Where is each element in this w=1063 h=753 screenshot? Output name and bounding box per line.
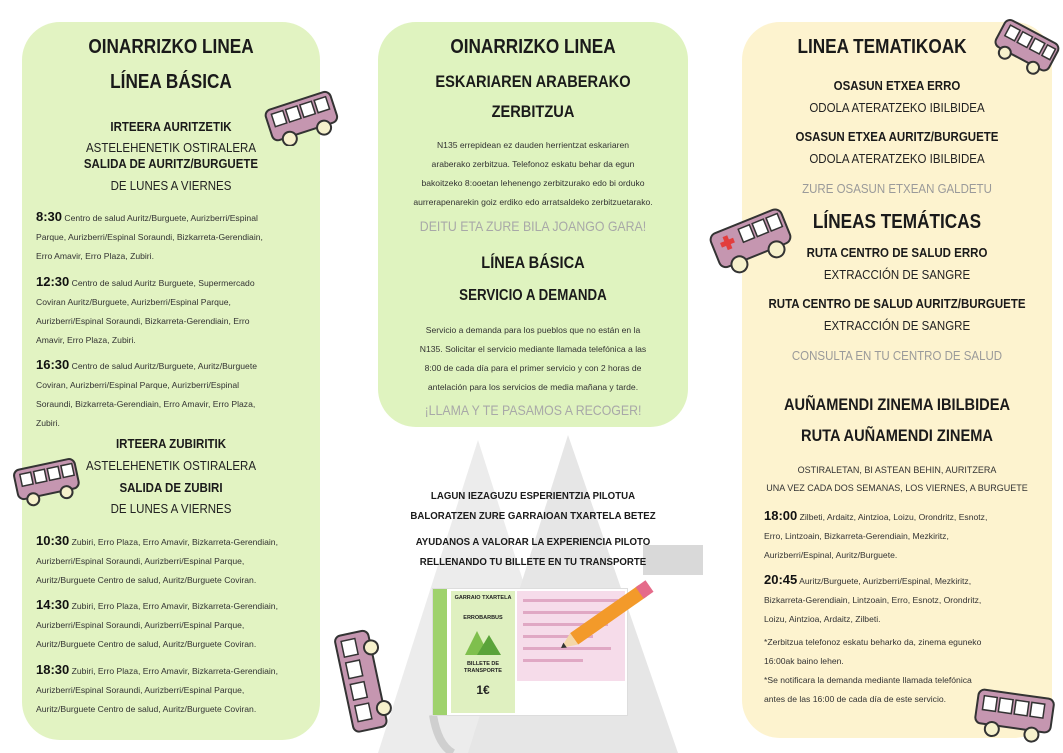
- left-title-basque: OINARRIZKO LINEA: [88, 36, 254, 58]
- departure-time: 14:30: [36, 597, 70, 612]
- bus-icon: [972, 684, 1056, 746]
- survey-line: LAGUN IEZAGUZU ESPERIENTZIA PILOTUA: [430, 490, 636, 502]
- schedule-entry-1430: [36, 595, 321, 654]
- ambulance-bus-icon: [708, 204, 796, 280]
- cinema-entry-1800: [764, 506, 1049, 565]
- stops-line: Aurizberri/Espinal Soraundi, Aurizberri/Espinal Parque,: [36, 620, 245, 630]
- stops-line: Auritz/Burguete Centro de salud, Auritz/Burguete Coviran.: [36, 639, 257, 649]
- pencil-icon: [556, 568, 666, 658]
- stops-line: Zubiri, Erro Plaza, Erro Amavir, Bizkarreta-Gerendiain,: [71, 537, 278, 547]
- schedule-entry-0830: [36, 207, 321, 266]
- schedule-entry-1030: [36, 531, 321, 590]
- left-title-spanish: LÍNEA BÁSICA: [110, 71, 232, 93]
- text-line: N135 errepidean ez dauden herrientzat eskariaren: [436, 140, 630, 150]
- ticket-mountain-icon: [463, 627, 503, 657]
- stops-line: Parque, Aurizberri/Espinal Soraundi, Bizkarreta-Gerendiain,: [36, 232, 263, 242]
- on-demand-spanish-text: [390, 321, 676, 397]
- route-salud-auritz-heading: RUTA CENTRO DE SALUD AURITZ/BURGUETE: [768, 297, 1026, 311]
- text-line: Servicio a demanda para los pueblos que no están en la: [425, 325, 641, 335]
- route-auritz-heading: OSASUN ETXEA AURITZ/BURGUETE: [795, 130, 999, 144]
- departure-time: 18:30: [36, 662, 70, 677]
- middle-title-1: OINARRIZKO LINEA: [450, 36, 616, 58]
- cinema-title-spanish: RUTA AUÑAMENDI ZINEMA: [801, 426, 993, 445]
- call-us-basque: DEITU ETA ZURE BILA JOANGO GARA!: [419, 218, 647, 234]
- text-line: 8:00 de cada día para el primer servicio y con 2 horas de: [424, 363, 642, 373]
- text-line: N135. Solicitar el servicio mediante llamada telefónica a las: [419, 344, 647, 354]
- weekdays-spanish-1: DE LUNES A VIERNES: [110, 179, 232, 193]
- stops-line: Erro Amavir, Erro Plaza, Zubiri.: [36, 251, 154, 261]
- right-title-spanish: LÍNEAS TEMÁTICAS: [812, 211, 982, 233]
- route-auritz-sub: ODOLA ATERATZEKO IBILBIDEA: [809, 152, 985, 166]
- ask-health-center-spanish: CONSULTA EN TU CENTRO DE SALUD: [791, 349, 1003, 363]
- stops-line: Zilbeti, Ardaitz, Aintzioa, Loizu, Orondritz, Esnotz,: [799, 512, 988, 522]
- weekdays-spanish-2: DE LUNES A VIERNES: [110, 502, 232, 516]
- ask-health-center-basque: ZURE OSASUN ETXEAN GALDETU: [802, 182, 992, 196]
- departure-auritz-heading: IRTEERA AURITZETIK: [110, 120, 232, 134]
- departure-zubiri-spanish: SALIDA DE ZUBIRI: [119, 481, 223, 495]
- right-title-basque: LINEA TEMATIKOAK: [797, 36, 967, 58]
- cinema-entry-2045: [764, 570, 1049, 629]
- middle-title-5: SERVICIO A DEMANDA: [459, 287, 607, 304]
- bus-icon: [262, 90, 342, 146]
- stops-line: Aurizberri/Espinal Soraundi, Aurizberri/Espinal Parque,: [36, 556, 245, 566]
- on-demand-basque-text: [390, 136, 676, 212]
- text-line: aurrerapenarekin goiz erdiko edo arratsaldeko zerbitzuetarako.: [413, 197, 653, 207]
- stops-line: Amavir, Erro Plaza, Zubiri.: [36, 335, 136, 345]
- route-salud-auritz-sub: EXTRACCIÓN DE SANGRE: [823, 319, 971, 333]
- ticket-price: 1€: [476, 683, 490, 697]
- stops-line: Coviran Auritz/Burguete, Aurizberri/Espinal Parque,: [36, 297, 231, 307]
- stops-line: Loizu, Aintzioa, Ardaitz, Zilbeti.: [764, 614, 881, 624]
- schedule-entry-1630: [36, 355, 321, 433]
- bus-icon: [330, 626, 394, 738]
- bus-icon: [12, 456, 82, 508]
- text-line: antelación para los servicios de media mañana y tarde.: [427, 382, 639, 392]
- middle-title-3: ZERBITZUA: [491, 102, 575, 121]
- stops-line: Auritz/Burguete, Aurizberri/Espinal, Mezkiritz,: [799, 576, 972, 586]
- note-line: *Zerbitzua telefonoz eskatu beharko da, zinema eguneko: [764, 637, 982, 647]
- survey-line: RELLENANDO TU BILLETE EN TU TRANSPORTE: [419, 556, 647, 568]
- text-line: bakoitzeko 8:ooetan lehenengo zerbitzurako edo bi orduko: [421, 178, 645, 188]
- stops-line: Auritz/Burguete Centro de salud, Auritz/Burguete Coviran.: [36, 704, 257, 714]
- schedule-entry-1830: [36, 660, 321, 719]
- survey-line: BALORATZEN ZURE GARRAIOAN TXARTELA BETEZ: [410, 510, 656, 522]
- route-salud-erro-sub: EXTRACCIÓN DE SANGRE: [823, 268, 971, 282]
- weekdays-basque-2: ASTELEHENETIK OSTIRALERA: [86, 459, 256, 473]
- stops-line: Bizkarreta-Gerendiain, Lintzoain, Erro, Esnotz, Orondritz,: [764, 595, 982, 605]
- ticket-brand: ERROBARBUS: [463, 615, 503, 621]
- middle-title-4: LÍNEA BÁSICA: [481, 253, 585, 272]
- stops-line: Auritz/Burguete Centro de salud, Auritz/Burguete Coviran.: [36, 575, 257, 585]
- cinema-title-basque: AUÑAMENDI ZINEMA IBILBIDEA: [783, 395, 1011, 414]
- survey-block: [378, 486, 688, 572]
- stops-line: Zubiri.: [36, 418, 60, 428]
- route-erro-heading: OSASUN ETXEA ERRO: [833, 79, 961, 93]
- weekdays-basque-1: ASTELEHENETIK OSTIRALERA: [86, 141, 256, 155]
- departure-time: 20:45: [764, 572, 798, 587]
- departure-time: 8:30: [36, 209, 63, 224]
- stops-line: Erro, Lintzoain, Bizkarreta-Gerendiain, Mezkiritz,: [764, 531, 949, 541]
- note-line: *Se notificara la demanda mediante llamada telefónica: [764, 675, 972, 685]
- stops-line: Centro de salud Auritz/Burguete, Aurizberri/Espinal: [64, 213, 258, 223]
- stops-line: Coviran, Aurizberri/Espinal Parque, Aurizberri/Espinal: [36, 380, 240, 390]
- ticket-title-basque: GARRAIO TXARTELA: [454, 595, 512, 601]
- stops-line: Aurizberri/Espinal, Auritz/Burguete.: [764, 550, 898, 560]
- bus-icon: [992, 12, 1060, 82]
- stops-line: Aurizberri/Espinal Soraundi, Bizkarreta-Gerendiain, Erro: [36, 316, 250, 326]
- stops-line: Aurizberri/Espinal Soraundi, Aurizberri/Espinal Parque,: [36, 685, 245, 695]
- stops-line: Soraundi, Bizkarreta-Gerendiain, Erro Amavir, Erro Plaza,: [36, 399, 256, 409]
- schedule-entry-1230: [36, 272, 321, 350]
- stops-line: Zubiri, Erro Plaza, Erro Amavir, Bizkarreta-Gerendiain,: [71, 666, 278, 676]
- note-line: antes de las 16:00 de cada día de este servicio.: [764, 694, 947, 704]
- departure-zubiri-heading: IRTEERA ZUBIRITIK: [115, 437, 227, 451]
- departure-auritz-spanish: SALIDA DE AURITZ/BURGUETE: [83, 157, 259, 171]
- stops-line: Centro de salud Auritz/Burguete, Auritz/Burguete: [71, 361, 257, 371]
- middle-title-2: ESKARIAREN ARABERAKO: [435, 72, 631, 91]
- note-line: 16:00ak baino lehen.: [764, 656, 844, 666]
- cinema-frequency: [742, 461, 1052, 496]
- stops-line: Centro de salud Auritz Burguete, Supermercado: [71, 278, 255, 288]
- departure-time: 18:00: [764, 508, 798, 523]
- departure-time: 12:30: [36, 274, 70, 289]
- route-erro-sub: ODOLA ATERATZEKO IBILBIDEA: [809, 101, 985, 115]
- text-line: OSTIRALETAN, BI ASTEAN BEHIN, AURITZERA: [797, 465, 997, 475]
- survey-line: AYUDANOS A VALORAR LA EXPERIENCIA PILOTO: [415, 536, 651, 548]
- text-line: UNA VEZ CADA DOS SEMANAS, LOS VIERNES, A BURGUETE: [766, 483, 1028, 493]
- call-us-spanish: ¡LLAMA Y TE PASAMOS A RECOGER!: [424, 402, 642, 418]
- ticket-title-spanish: BILLETE DE TRANSPORTE: [464, 661, 502, 674]
- departure-time: 16:30: [36, 357, 70, 372]
- text-line: araberako zerbitzua. Telefonoz eskatu behar da egun: [431, 159, 635, 169]
- stops-line: Zubiri, Erro Plaza, Erro Amavir, Bizkarreta-Gerendiain,: [71, 601, 278, 611]
- departure-time: 10:30: [36, 533, 70, 548]
- route-salud-erro-heading: RUTA CENTRO DE SALUD ERRO: [806, 246, 988, 260]
